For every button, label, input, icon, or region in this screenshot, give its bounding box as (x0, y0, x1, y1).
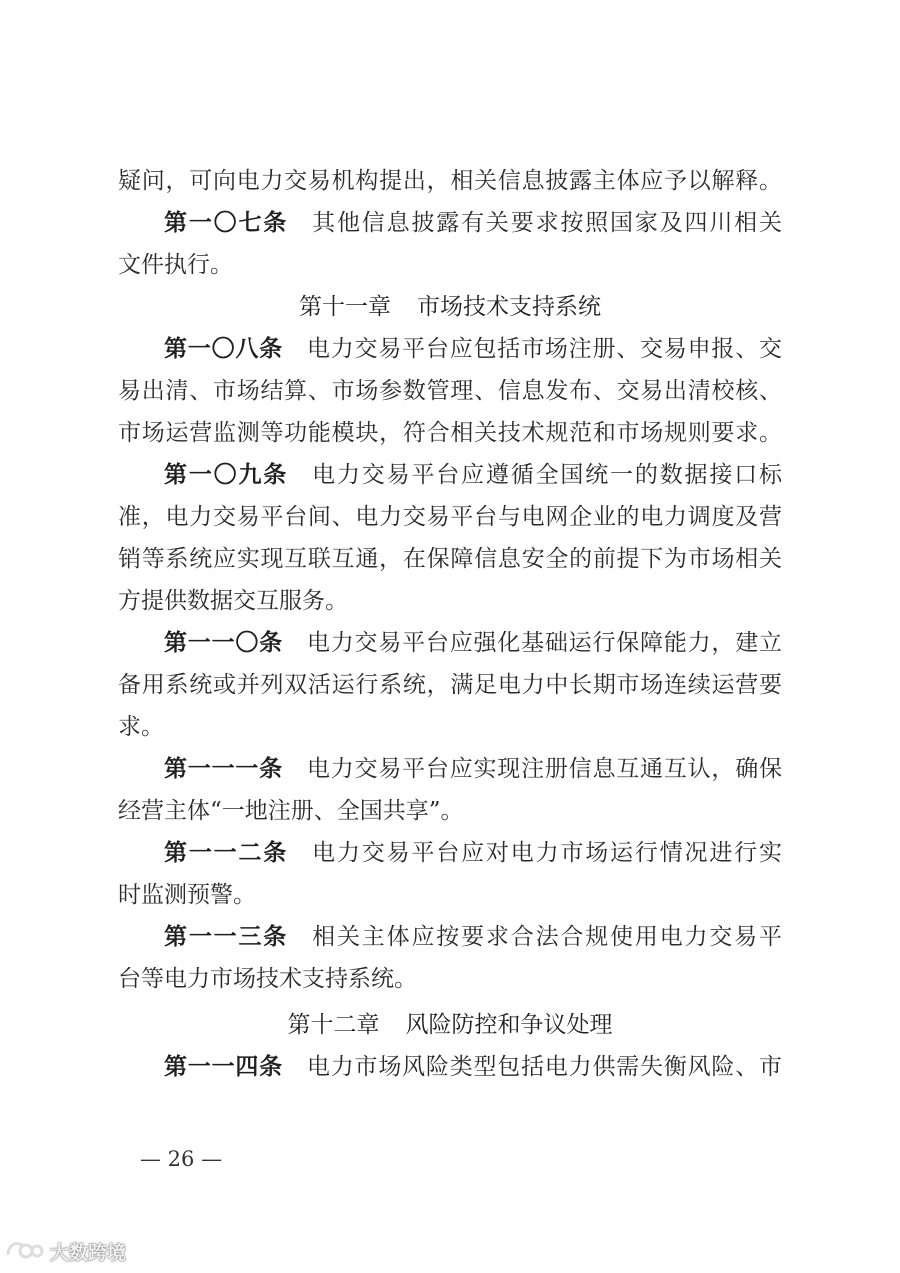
article-text: 电力交易平台应强化基础运行保障能力，建立 (306, 630, 783, 656)
body-line: 准，电力交易平台间、电力交易平台与电网企业的电力调度及营 (118, 504, 782, 530)
article-114 (164, 1052, 782, 1082)
article-111 (164, 754, 782, 784)
article-110 (164, 628, 782, 658)
article-text: 电力交易平台应包括市场注册、交易申报、交 (306, 336, 783, 362)
body-line: 经营主体“一地注册、全国共享”。 (118, 798, 464, 824)
article-text: 相关主体应按要求合法合规使用电力交易平 (312, 924, 783, 950)
chapter-number: 第十一章 (299, 294, 391, 320)
watermark-logo-icon (4, 1237, 44, 1266)
article-107 (164, 208, 782, 238)
article-text: 电力交易平台应遵循全国统一的数据接口标 (312, 462, 783, 488)
watermark-text: 大数跨境 (50, 1241, 127, 1264)
article-113 (164, 922, 782, 952)
article-108 (164, 334, 782, 364)
article-text: 电力市场风险类型包括电力供需失衡风险、市 (306, 1054, 783, 1080)
body-line: 市场运营监测等功能模块，符合相关技术规范和市场规则要求。 (118, 420, 782, 446)
body-line: 求。 (118, 714, 164, 740)
article-text: 电力交易平台应对电力市场运行情况进行实 (312, 840, 783, 866)
article-number: 第一一〇条 (164, 630, 283, 656)
watermark (4, 1236, 126, 1266)
body-line: 方提供数据交互服务。 (118, 588, 348, 614)
chapter-title: 风险防控和争议处理 (405, 1012, 613, 1038)
article-text: 电力交易平台应实现注册信息互通互认，确保 (306, 756, 783, 782)
body-line: 备用系统或并列双活运行系统，满足电力中长期市场连续运营要 (118, 672, 782, 698)
chapter-heading (0, 292, 900, 322)
body-line: 疑问，可向电力交易机构提出，相关信息披露主体应予以解释。 (118, 168, 782, 194)
article-number: 第一一三条 (164, 924, 289, 950)
chapter-heading (0, 1010, 900, 1040)
article-text: 其他信息披露有关要求按照国家及四川相关 (312, 210, 783, 236)
article-109 (164, 460, 782, 490)
article-number: 第一一二条 (164, 840, 289, 866)
article-number: 第一〇七条 (164, 210, 289, 236)
article-112 (164, 838, 782, 868)
body-line: 台等电力市场技术支持系统。 (118, 966, 417, 992)
article-number: 第一〇九条 (164, 462, 289, 488)
body-line: 易出清、市场结算、市场参数管理、信息发布、交易出清校核、 (118, 378, 782, 404)
page-number: — 26 — (140, 1147, 223, 1171)
article-number: 第一一一条 (164, 756, 283, 782)
article-number: 第一一四条 (164, 1054, 283, 1080)
chapter-number: 第十二章 (287, 1012, 380, 1038)
chapter-title: 市场技术支持系统 (417, 294, 601, 320)
article-number: 第一〇八条 (164, 336, 283, 362)
body-line: 文件执行。 (118, 252, 233, 278)
body-line: 时监测预警。 (118, 882, 256, 908)
body-line: 销等系统应实现互联互通，在保障信息安全的前提下为市场相关 (118, 546, 782, 572)
